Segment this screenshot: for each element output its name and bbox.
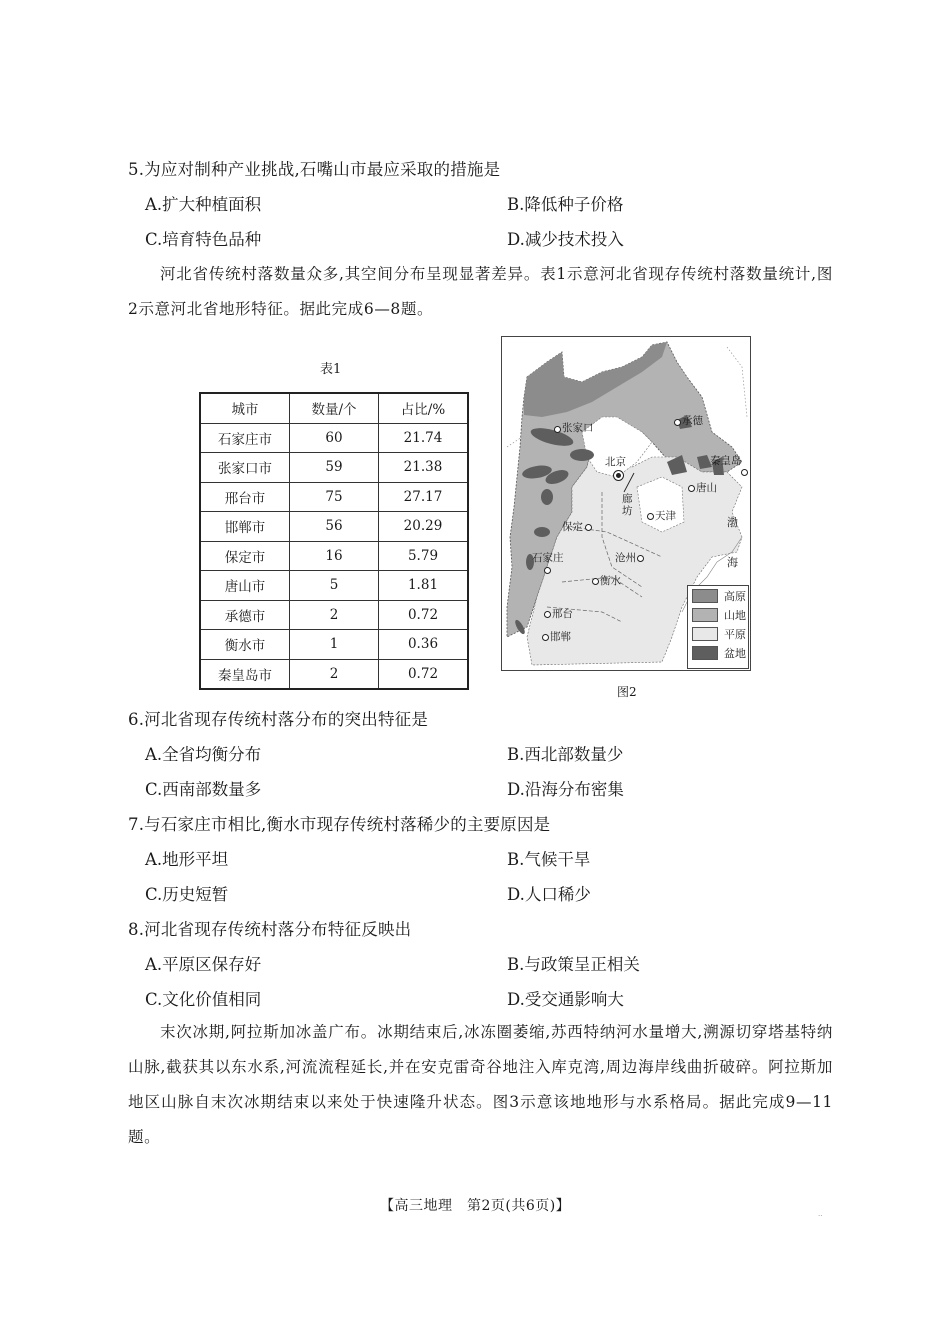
cell-city: 邢台市 <box>200 482 290 512</box>
q7-stem: 7.与石家庄市相比,衡水市现存传统村落稀少的主要原因是 <box>128 815 551 834</box>
q7-option-c: C.历史短暂 <box>145 885 229 904</box>
legend-label: 高原 <box>724 589 746 603</box>
swatch-plain <box>692 627 718 641</box>
q6-option-a: A.全省均衡分布 <box>145 745 262 764</box>
label-handan: 邯郸 <box>550 631 571 643</box>
city-marker-cangzhou <box>637 555 644 562</box>
footer-mark: .. <box>818 1210 823 1218</box>
label-tianjin: 天津 <box>655 510 676 522</box>
cell-count: 2 <box>290 659 379 689</box>
map-legend <box>687 585 749 669</box>
q6-stem: 6.河北省现存传统村落分布的突出特征是 <box>128 710 429 729</box>
cell-city: 保定市 <box>200 541 290 571</box>
city-marker-qinhuangdao <box>741 469 748 476</box>
table-row <box>200 571 468 601</box>
label-hengshui: 衡水 <box>600 575 621 587</box>
table-row <box>200 453 468 483</box>
q5-option-c: C.培育特色品种 <box>145 230 262 249</box>
cell-count: 1 <box>290 630 379 660</box>
table-header-row <box>200 393 468 423</box>
swatch-basin <box>692 646 718 660</box>
city-marker-tianjin <box>647 513 654 520</box>
cell-count: 75 <box>290 482 379 512</box>
swatch-plateau <box>692 589 718 603</box>
q5-option-d: D.减少技术投入 <box>507 230 624 249</box>
cell-city: 邯郸市 <box>200 512 290 542</box>
table-row <box>200 659 468 689</box>
q8-option-d: D.受交通影响大 <box>507 990 624 1009</box>
intro-paragraph-9-11: 末次冰期,阿拉斯加冰盖广布。冰期结束后,冰冻圈萎缩,苏西特纳河水量增大,溯源切穿塔基特纳山脉,截获其以东水系,河流流程延长,并在安克雷奇谷地注入库克湾,周边海岸线曲折破碎。阿拉斯加地区山脉自末次冰期结束以来处于快速隆升状态。图3示意该地地形与水系格局。据此完成9—11题。 <box>128 1023 833 1146</box>
q8-option-c: C.文化价值相同 <box>145 990 262 1009</box>
table-row <box>200 541 468 571</box>
label-zhangjiakou: 张家口 <box>562 422 594 434</box>
legend-item-mountain <box>688 605 748 624</box>
cell-percent: 0.72 <box>379 659 469 689</box>
cell-city: 衡水市 <box>200 630 290 660</box>
city-marker-baoding <box>585 524 592 531</box>
label-shijiazhuang: 石家庄 <box>532 552 564 564</box>
cell-count: 60 <box>290 423 379 453</box>
label-langfang: 廊坊 <box>622 493 633 517</box>
legend-label: 山地 <box>724 608 746 622</box>
cell-percent: 21.74 <box>379 423 469 453</box>
q5-option-b: B.降低种子价格 <box>507 195 624 214</box>
cell-city: 秦皇岛市 <box>200 659 290 689</box>
table-row <box>200 423 468 453</box>
city-marker-zhangjiakou <box>554 426 561 433</box>
q8-option-a: A.平原区保存好 <box>145 955 262 974</box>
cell-count: 16 <box>290 541 379 571</box>
legend-label: 盆地 <box>724 646 746 660</box>
hebei-terrain-map <box>501 336 751 671</box>
legend-label: 平原 <box>724 627 746 641</box>
city-marker-tangshan <box>688 485 695 492</box>
page-footer: 【高三地理 第2页(共6页)】 <box>380 1198 571 1214</box>
q7-option-d: D.人口稀少 <box>507 885 591 904</box>
header-count: 数量/个 <box>290 393 379 423</box>
cell-city: 石家庄市 <box>200 423 290 453</box>
label-bohai-1: 渤 <box>727 516 738 529</box>
q7-option-b: B.气候干旱 <box>507 850 591 869</box>
q6-option-b: B.西北部数量少 <box>507 745 624 764</box>
q7-option-a: A.地形平坦 <box>145 850 229 869</box>
cell-city: 承德市 <box>200 600 290 630</box>
q6-option-c: C.西南部数量多 <box>145 780 262 799</box>
label-beijing: 北京 <box>605 456 626 468</box>
cell-percent: 0.36 <box>379 630 469 660</box>
label-qinhuangdao: 秦皇岛 <box>710 455 742 467</box>
label-chengde: 承德 <box>682 415 703 427</box>
q5-option-a: A.扩大种植面积 <box>145 195 262 214</box>
cell-percent: 0.72 <box>379 600 469 630</box>
swatch-mountain <box>692 608 718 622</box>
city-marker-chengde <box>674 419 681 426</box>
table-row <box>200 512 468 542</box>
cell-city: 唐山市 <box>200 571 290 601</box>
city-marker-hengshui <box>592 578 599 585</box>
label-cangzhou: 沧州 <box>615 552 636 564</box>
cell-percent: 27.17 <box>379 482 469 512</box>
table1-caption: 表1 <box>320 362 342 377</box>
header-city: 城市 <box>200 393 290 423</box>
cell-count: 59 <box>290 453 379 483</box>
cell-count: 2 <box>290 600 379 630</box>
legend-item-plateau <box>688 586 748 605</box>
cell-percent: 21.38 <box>379 453 469 483</box>
table-row <box>200 630 468 660</box>
table1 <box>199 392 469 690</box>
cell-percent: 20.29 <box>379 512 469 542</box>
cell-city: 张家口市 <box>200 453 290 483</box>
q8-stem: 8.河北省现存传统村落分布特征反映出 <box>128 920 412 939</box>
q8-option-b: B.与政策呈正相关 <box>507 955 640 974</box>
label-baoding: 保定 <box>562 521 583 533</box>
table-row <box>200 482 468 512</box>
capital-marker-beijing <box>614 471 623 480</box>
figure2-caption: 图2 <box>617 685 637 699</box>
city-marker-xingtai <box>544 611 551 618</box>
cell-percent: 5.79 <box>379 541 469 571</box>
cell-count: 5 <box>290 571 379 601</box>
intro-paragraph-6-8: 河北省传统村落数量众多,其空间分布呈现显著差异。表1示意河北省现存传统村落数量统计,图2示意河北省地形特征。据此完成6—8题。 <box>128 265 833 318</box>
header-percent: 占比/% <box>379 393 469 423</box>
legend-item-basin <box>688 643 748 662</box>
legend-item-plain <box>688 624 748 643</box>
city-marker-handan <box>542 634 549 641</box>
label-xingtai: 邢台 <box>552 608 573 620</box>
cell-count: 56 <box>290 512 379 542</box>
table-row <box>200 600 468 630</box>
label-tangshan: 唐山 <box>696 482 717 494</box>
city-marker-shijiazhuang <box>544 567 551 574</box>
q5-stem: 5.为应对制种产业挑战,石嘴山市最应采取的措施是 <box>128 160 501 179</box>
q6-option-d: D.沿海分布密集 <box>507 780 624 799</box>
label-bohai-2: 海 <box>727 556 738 569</box>
cell-percent: 1.81 <box>379 571 469 601</box>
